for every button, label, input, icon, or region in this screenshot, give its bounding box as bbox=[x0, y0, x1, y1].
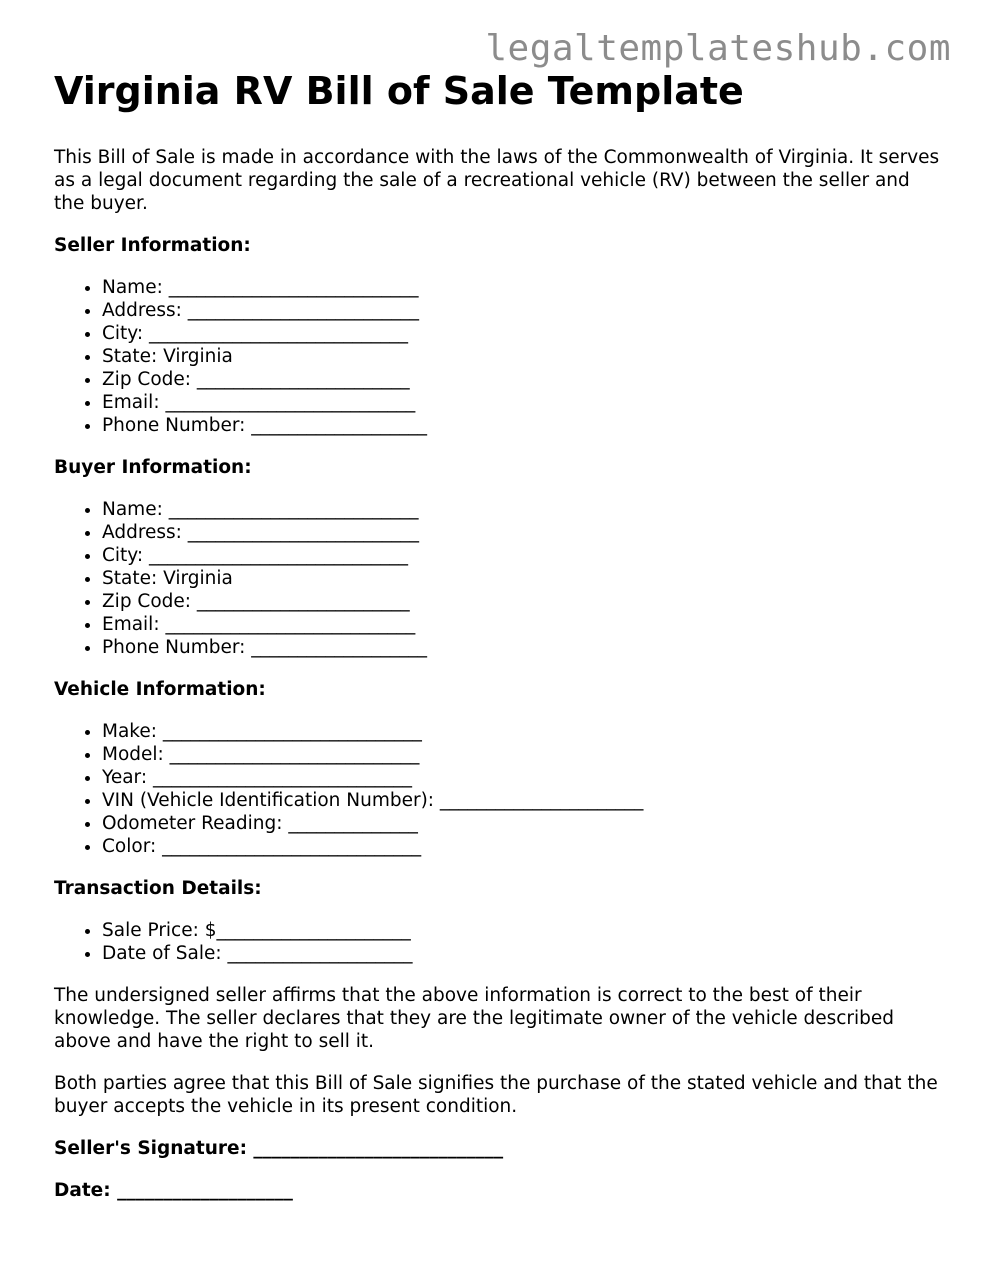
vehicle-odometer-field: • Odometer Reading: ______________ bbox=[102, 812, 944, 835]
seller-address-field: • Address: _________________________ bbox=[102, 299, 944, 322]
document-title: Virginia RV Bill of Sale Template bbox=[54, 69, 744, 113]
watermark: legaltemplateshub.com bbox=[485, 28, 951, 69]
sale-price-field: • Sale Price: $_____________________ bbox=[102, 919, 944, 942]
seller-phone-field: • Phone Number: ___________________ bbox=[102, 414, 944, 437]
transaction-details-list bbox=[54, 919, 944, 965]
intro-paragraph: This Bill of Sale is made in accordance with the laws of the Commonwealth of Virginia. It serves as a legal document regarding the sale of a recreational vehicle (RV) between the seller and the buyer. bbox=[54, 147, 940, 214]
seller-name-field: • Name: ___________________________ bbox=[102, 276, 944, 299]
vehicle-color-field: • Color: ____________________________ bbox=[102, 835, 944, 858]
vehicle-model-field: • Model: ___________________________ bbox=[102, 743, 944, 766]
seller-signature-line: Seller's Signature: ___________________________ bbox=[54, 1138, 504, 1159]
agreement-paragraph: Both parties agree that this Bill of Sale signifies the purchase of the stated vehicle and that the buyer accepts the vehicle in its present condition. bbox=[54, 1073, 938, 1117]
seller-zip-field: • Zip Code: _______________________ bbox=[102, 368, 944, 391]
buyer-city-field: • City: ____________________________ bbox=[102, 544, 944, 567]
buyer-address-field: • Address: _________________________ bbox=[102, 521, 944, 544]
seller-email-field: • Email: ___________________________ bbox=[102, 391, 944, 414]
signature-date-line: Date: ___________________ bbox=[54, 1180, 293, 1201]
buyer-info-list bbox=[54, 498, 944, 659]
buyer-phone-field: • Phone Number: ___________________ bbox=[102, 636, 944, 659]
buyer-email-field: • Email: ___________________________ bbox=[102, 613, 944, 636]
affirmation-paragraph: The undersigned seller affirms that the above information is correct to the best of their knowledge. The seller declares that they are the legitimate owner of the vehicle described above and have the right to sell it. bbox=[54, 985, 895, 1052]
vehicle-year-field: • Year: ____________________________ bbox=[102, 766, 944, 789]
vehicle-info-list bbox=[54, 720, 944, 858]
buyer-section-heading: Buyer Information: bbox=[54, 457, 252, 478]
document-page bbox=[54, 66, 944, 1221]
vehicle-make-field: • Make: ____________________________ bbox=[102, 720, 944, 743]
seller-state-field: • State: Virginia bbox=[102, 345, 944, 368]
sale-date-field: • Date of Sale: ____________________ bbox=[102, 942, 944, 965]
seller-city-field: • City: ____________________________ bbox=[102, 322, 944, 345]
buyer-state-field: • State: Virginia bbox=[102, 567, 944, 590]
seller-info-list bbox=[54, 276, 944, 437]
seller-section-heading: Seller Information: bbox=[54, 235, 251, 256]
buyer-zip-field: • Zip Code: _______________________ bbox=[102, 590, 944, 613]
buyer-name-field: • Name: ___________________________ bbox=[102, 498, 944, 521]
vehicle-vin-field: • VIN (Vehicle Identification Number): ______________________ bbox=[102, 789, 944, 812]
transaction-section-heading: Transaction Details: bbox=[54, 878, 262, 899]
vehicle-section-heading: Vehicle Information: bbox=[54, 679, 266, 700]
